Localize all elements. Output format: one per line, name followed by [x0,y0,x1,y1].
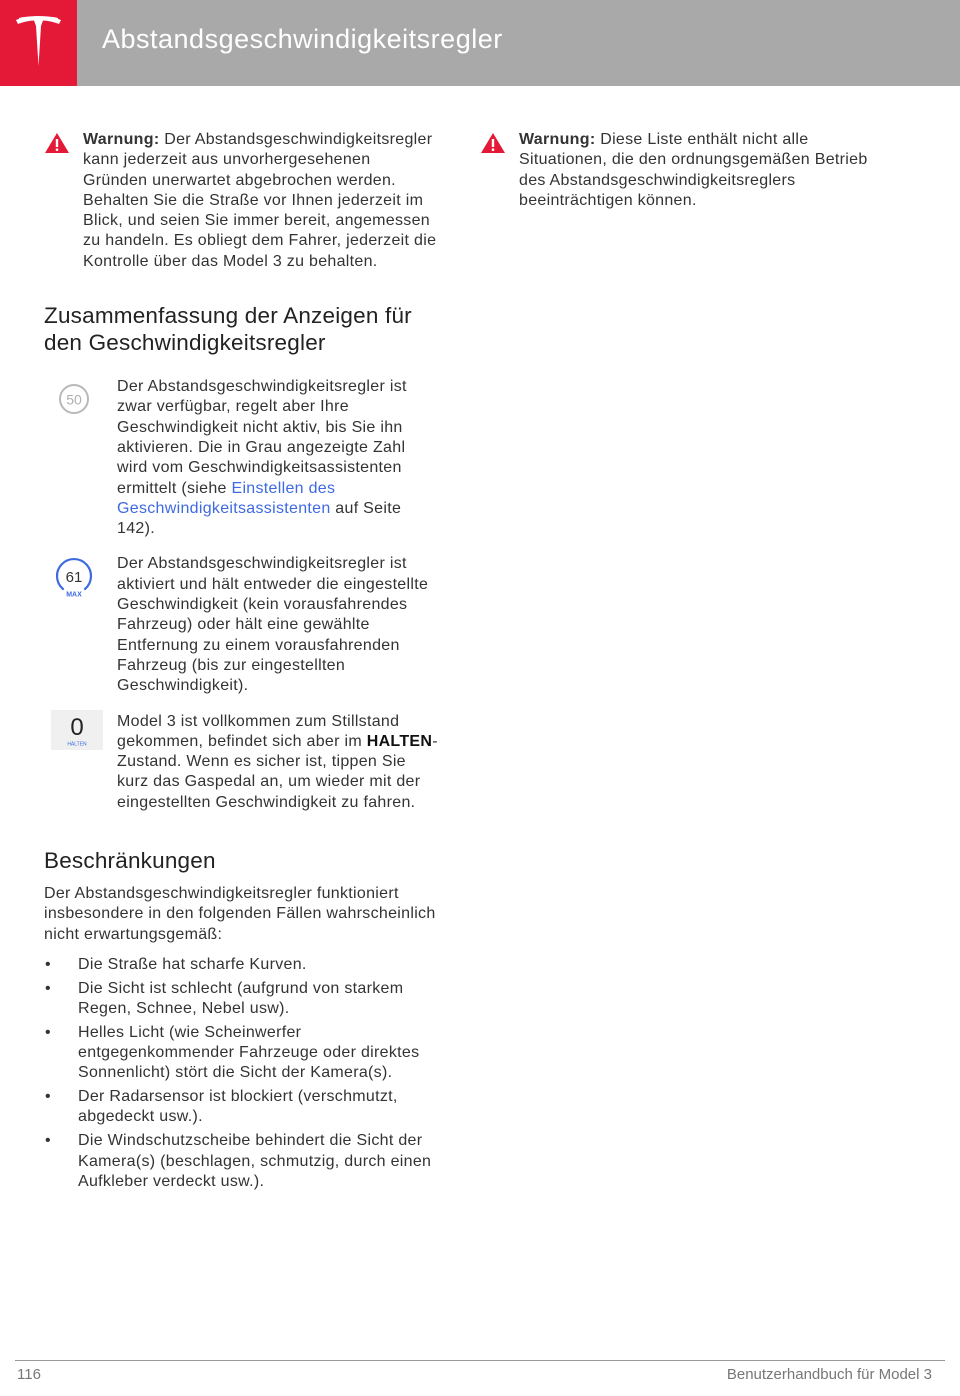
indicator-description: Der Abstandsgeschwindigkeitsregler ist aktiviert und hält entweder die eingestellte Geschwindigkeit (kein vorausfahrendes Fahrzeug) oder hält eine gewählte Entfernung zu einem vorausfahrenden Fahrzeug (bis zur eingestellten Geschwindigkeit). [117,555,429,695]
cross-reference-link[interactable]: Einstellen des Geschwindigkeitsassistenten [117,479,336,517]
svg-text:MAX: MAX [66,591,82,599]
warning-icon [44,132,70,154]
warning-icon [480,132,506,154]
indicator-row [44,377,439,539]
indicator-row [44,712,439,813]
svg-text:0: 0 [70,713,84,741]
left-column [44,130,439,1196]
warning-body: Der Abstandsgeschwindigkeitsregler kann jederzeit aus unvorhergesehenen Gründen unerwartet abgebrochen werden. Behalten Sie die Straße vor Ihnen jederzeit im Blick, und seien Sie immer bereit, angemessen zu handeln. Es obliegt dem Fahrer, jederzeit die Kontrolle über das Model 3 zu behalten. [83,131,437,270]
right-column [480,130,880,211]
tesla-logo [0,0,77,86]
manual-title: Benutzerhandbuch für Model 3 [726,1366,932,1383]
page-number: 116 [17,1366,41,1383]
warning-block [44,130,439,272]
limitations-heading: Beschränkungen [44,848,216,874]
page-header [0,0,960,86]
indicator-description: Model 3 ist vollkommen zum Stillstand gekommen, befindet sich aber im HALTEN-Zustand. Wenn es sicher ist, tippen Sie kurz das Gaspedal an, um wieder mit der eingestellten Geschwindigkeit zu fahren. [117,712,438,811]
tesla-logo-icon [14,16,63,70]
list-item: • Die Sicht ist schlecht (aufgrund von starkem Regen, Schnee, Nebel usw). [44,979,439,1020]
summary-heading: Zusammenfassung der Anzeigen für den Geschwindigkeitsregler [44,303,412,356]
list-item: • Die Straße hat scharfe Kurven. [44,955,439,975]
warning-text [83,130,439,272]
list-item: • Helles Licht (wie Scheinwerfer entgegenkommender Fahrzeuge oder direktes Sonnenlicht) stört die Sicht der Kamera(s). [44,1023,439,1084]
warning-text [519,130,880,211]
hold-state-icon [51,710,111,755]
speed-available-icon [44,383,104,420]
indicator-description: Der Abstandsgeschwindigkeitsregler ist zwar verfügbar, regelt aber Ihre Geschwindigkeit nicht aktiv, bis Sie ihn aktivieren. Die in Grau angezeigte Zahl wird vom Geschwindigkeitsassistenten ermittelt (siehe Einstellen des Geschwindigkeitsassistenten auf Seite 142). [117,378,407,538]
footer-divider [15,1360,945,1361]
svg-text:61: 61 [65,569,83,587]
warning-label: Warnung: [83,131,160,148]
speed-active-icon [44,557,104,604]
limitations-intro: Der Abstandsgeschwindigkeitsregler funktioniert insbesondere in den folgenden Fällen wahrscheinlich nicht erwartungsgemäß: [44,885,436,943]
svg-text:50: 50 [66,391,82,408]
svg-text:HALTEN: HALTEN [67,741,87,748]
warning-label: Warnung: [519,131,596,148]
page-title: Abstandsgeschwindigkeitsregler [102,24,503,54]
list-item: • Der Radarsensor ist blockiert (verschmutzt, abgedeckt usw.). [44,1087,439,1128]
list-item: • Die Windschutzscheibe behindert die Sicht der Kamera(s) (beschlagen, schmutzig, durch einen Aufkleber verdeckt usw.). [44,1131,439,1192]
indicator-row [44,554,439,696]
halten-emphasis: HALTEN [366,732,433,750]
warning-body: Diese Liste enthält nicht alle Situationen, die den ordnungsgemäßen Betrieb des Abstandsgeschwindigkeitsreglers beeinträchtigen können. [519,131,868,209]
limitations-list [44,955,439,1192]
warning-block [480,130,880,211]
